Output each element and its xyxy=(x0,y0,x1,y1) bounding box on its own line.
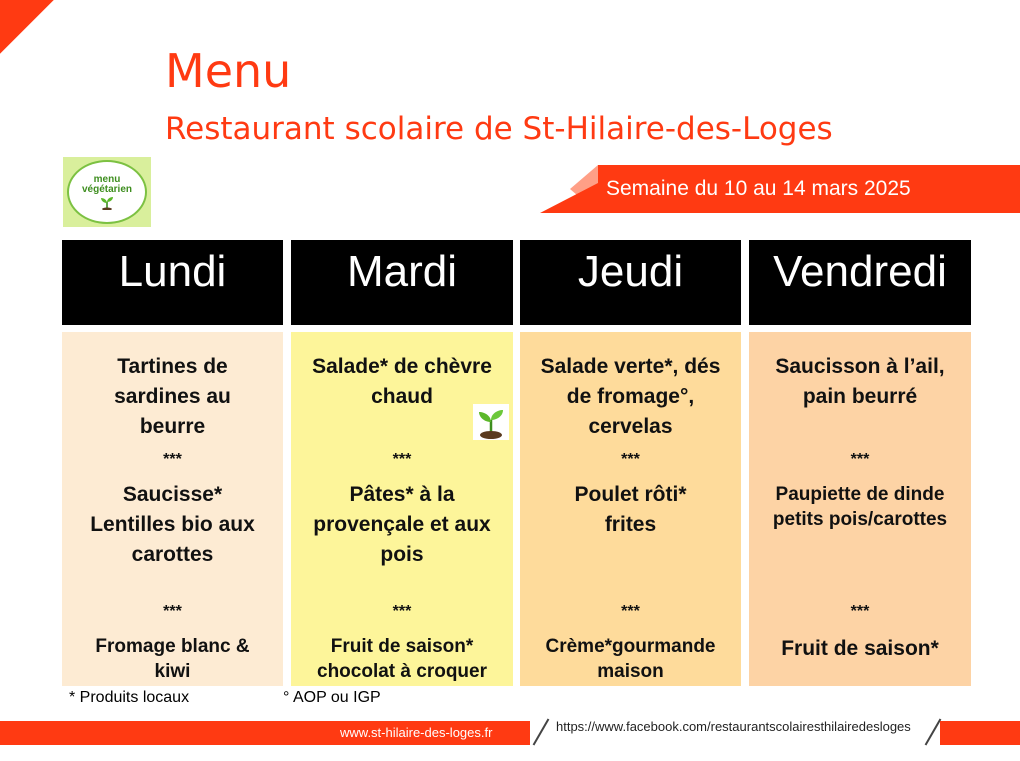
corner-stripe xyxy=(0,0,185,67)
main-course: Poulet rôti* frites xyxy=(574,483,687,536)
page-subtitle: Restaurant scolaire de St-Hilaire-des-Loges xyxy=(165,111,833,147)
main-course: Saucisse* Lentilles bio aux carottes xyxy=(90,483,255,566)
main-course: Pâtes* à la provençale et aux pois xyxy=(313,483,491,566)
page-title: Menu xyxy=(165,44,292,98)
starter: Salade* de chèvre chaud xyxy=(312,355,492,408)
starter: Salade verte*, dés de fromage°, cervelas xyxy=(540,355,721,438)
footer-divider xyxy=(925,719,942,746)
website-link[interactable]: www.st-hilaire-des-loges.fr xyxy=(340,725,493,740)
vegetarian-menu-logo xyxy=(63,157,151,227)
day-header-mardi: Mardi xyxy=(291,240,513,325)
footer-bar-right xyxy=(940,721,1020,745)
separator: *** xyxy=(621,451,640,468)
footnote-aop-igp: ° AOP ou IGP xyxy=(283,689,381,706)
footnote-local-products: * Produits locaux xyxy=(69,689,190,706)
menu-column-lundi xyxy=(62,332,283,686)
dessert: Fruit de saison* xyxy=(781,637,939,660)
separator: *** xyxy=(163,451,182,468)
separator: *** xyxy=(392,451,412,468)
menu-column-mardi xyxy=(291,332,513,686)
day-header-jeudi: Jeudi xyxy=(520,240,741,325)
starter: Tartines de sardines au beurre xyxy=(114,355,231,438)
separator: *** xyxy=(163,603,182,620)
separator: *** xyxy=(621,603,640,620)
banner-decor-dark xyxy=(540,183,598,213)
day-header-vendredi: Vendredi xyxy=(749,240,971,325)
day-header-lundi: Lundi xyxy=(62,240,283,325)
footer xyxy=(0,717,1020,745)
vegetarian-sprout-icon xyxy=(473,404,509,440)
separator: *** xyxy=(850,603,870,620)
week-label: Semaine du 10 au 14 mars 2025 xyxy=(598,165,1020,213)
dessert: Crème*gourmande maison xyxy=(545,636,716,682)
menu-column-vendredi xyxy=(749,332,971,686)
separator: *** xyxy=(392,603,412,620)
dessert: Fruit de saison* chocolat à croquer xyxy=(317,636,487,682)
starter: Saucisson à l’ail, pain beurré xyxy=(775,355,945,408)
sprout-icon xyxy=(98,196,116,210)
menu-column-jeudi xyxy=(520,332,741,686)
dessert: Fromage blanc & kiwi xyxy=(95,636,250,682)
main-course: Paupiette de dinde petits pois/carottes xyxy=(772,484,948,530)
separator: *** xyxy=(850,451,870,468)
facebook-link[interactable]: https://www.facebook.com/restaurantscolairesthilairedesloges xyxy=(556,719,911,734)
veg-logo-line2: végétarien xyxy=(81,184,133,195)
veg-logo-line1: menu xyxy=(93,173,121,185)
footer-divider xyxy=(533,719,550,746)
week-banner xyxy=(540,165,1020,213)
